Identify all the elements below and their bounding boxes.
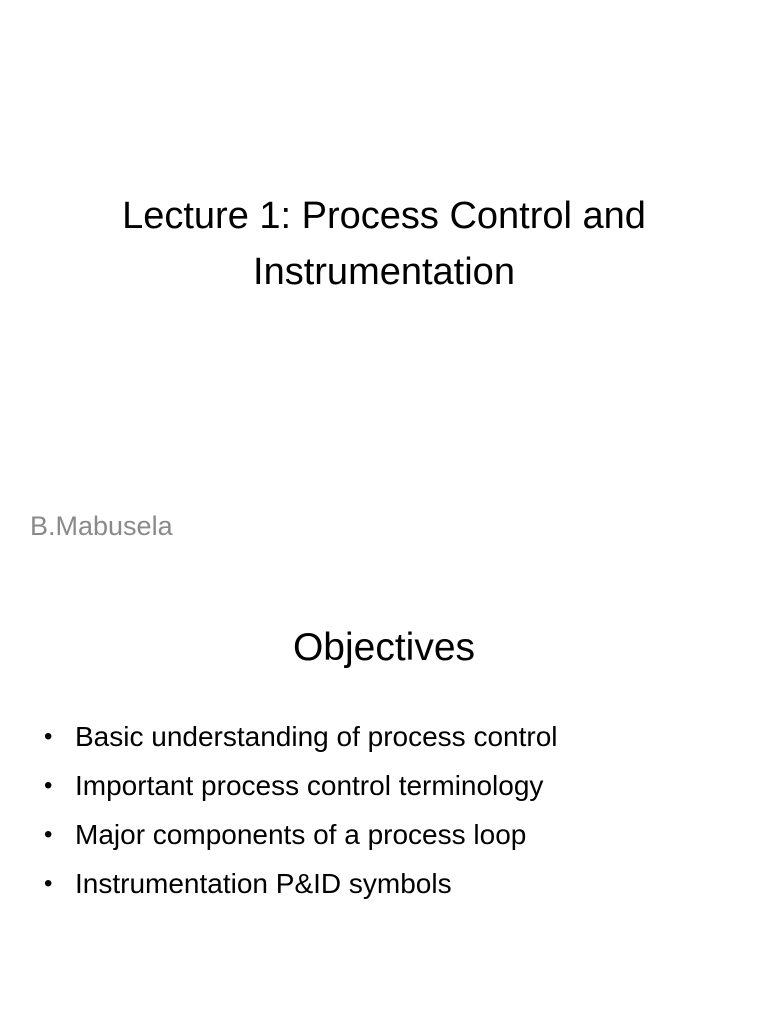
objectives-title: Objectives (292, 626, 476, 669)
lecture-title (40, 188, 728, 300)
lecture-title-line-1: Lecture 1: Process Control and (122, 195, 646, 237)
author-name: B.Mabusela (30, 511, 173, 541)
bullet-icon: • (44, 722, 53, 750)
objectives-slide (0, 576, 768, 1024)
bullet-icon: • (44, 869, 53, 897)
list-item-text: Instrumentation P&ID symbols (75, 867, 452, 899)
list-item (44, 859, 558, 908)
list-item-text: Important process control terminology (75, 769, 544, 801)
objectives-list (44, 712, 558, 908)
list-item (44, 712, 558, 761)
list-item-text: Major components of a process loop (75, 818, 527, 850)
list-item (44, 810, 558, 859)
bullet-icon: • (44, 820, 53, 848)
list-item-text: Basic understanding of process control (75, 720, 558, 752)
bullet-icon: • (44, 771, 53, 799)
lecture-title-line-2: Instrumentation (253, 251, 515, 293)
list-item (44, 761, 558, 810)
